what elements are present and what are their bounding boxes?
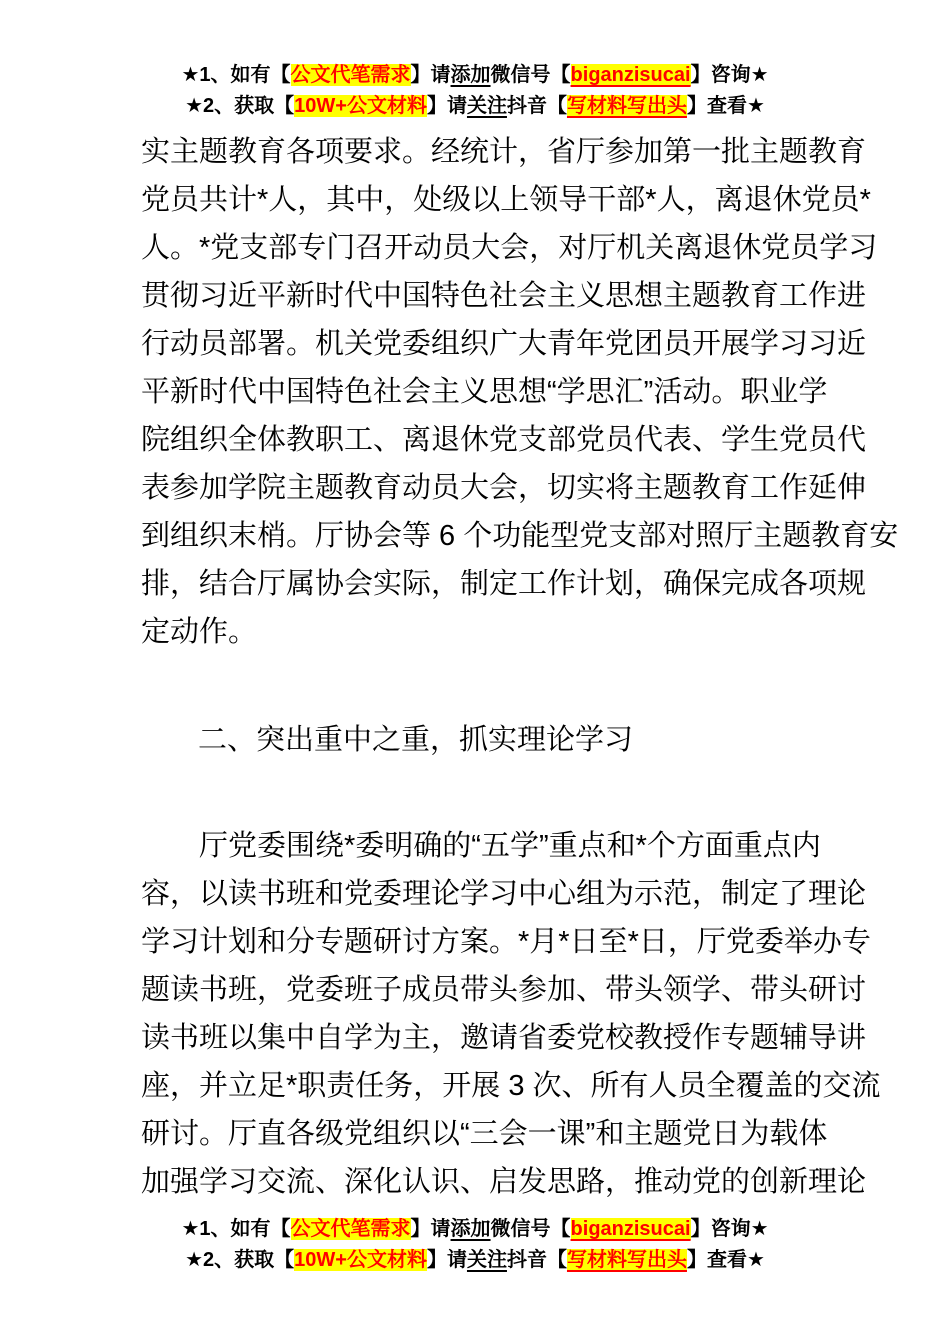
service-keyword-highlight: 公文代笔需求 [290, 1218, 411, 1240]
text-line: 党员共计*人，其中，处级以上领导干部*人，离退休党员* [141, 184, 871, 216]
text-line: 读书班以集中自学为主，邀请省委党校教授作专题辅导讲 [141, 1022, 867, 1054]
add-action-underline: 添加 [450, 1218, 491, 1240]
paragraph-continuation [141, 128, 899, 656]
banner-text: ★2、获取【 [185, 95, 295, 117]
banner-text: ★1、如有【 [181, 1218, 291, 1240]
wechat-id: biganzisucai [570, 1218, 691, 1240]
follow-action-underline: 关注 [466, 95, 507, 117]
banner-line [0, 1245, 950, 1276]
promo-banner-top [0, 60, 950, 122]
banner-text: 微信号【 [490, 64, 571, 86]
text-line: 座，并立足*职责任务，开展 3 次、所有人员全覆盖的交流 [141, 1070, 881, 1102]
text-line: 人。*党支部专门召开动员大会，对厅机关离退休党员学习 [141, 232, 878, 264]
banner-text: 】咨询★ [690, 64, 769, 86]
material-keyword-highlight: 10W+公文材料 [294, 1249, 427, 1271]
text-line: 表参加学院主题教育动员大会，切实将主题教育工作延伸 [141, 472, 867, 504]
text-line: 加强学习交流、深化认识、启发思路，推动党的创新理论 [141, 1166, 867, 1198]
text-line: 到组织末梢。厅协会等 6 个功能型党支部对照厅主题教育安 [141, 520, 899, 552]
promo-banner-bottom [0, 1214, 950, 1276]
wechat-id: biganzisucai [570, 64, 691, 86]
text-line: 定动作。 [141, 616, 258, 648]
banner-text: 】请 [410, 64, 451, 86]
banner-text: 】查看★ [686, 95, 765, 117]
text-line: 排，结合厅属协会实际，制定工作计划，确保完成各项规 [141, 568, 867, 600]
text-line: 学习计划和分专题研讨方案。*月*日至*日，厅党委举办专 [141, 926, 871, 958]
text-line: 实主题教育各项要求。经统计，省厅参加第一批主题教育 [141, 136, 867, 168]
paragraph-theory-study [141, 822, 881, 1206]
banner-text: 】咨询★ [690, 1218, 769, 1240]
text-line: 研讨。厅直各级党组织以“三会一课”和主题党日为载体 [141, 1118, 828, 1150]
add-action-underline: 添加 [450, 64, 491, 86]
text-line: 平新时代中国特色社会主义思想“学思汇”活动。职业学 [141, 376, 828, 408]
follow-action-underline: 关注 [466, 1249, 507, 1271]
text-line: 容，以读书班和党委理论学习中心组为示范，制定了理论 [141, 878, 867, 910]
text-line: 厅党委围绕*委明确的“五学”重点和*个方面重点内 [199, 830, 821, 862]
banner-text: ★1、如有【 [181, 64, 291, 86]
banner-text: 】请 [426, 1249, 467, 1271]
banner-line [0, 91, 950, 122]
banner-text: 】请 [410, 1218, 451, 1240]
material-keyword-highlight: 10W+公文材料 [294, 95, 427, 117]
section-heading: 二、突出重中之重，抓实理论学习 [198, 724, 634, 756]
banner-text: 抖音【 [506, 1249, 567, 1271]
banner-text: ★2、获取【 [185, 1249, 295, 1271]
text-line: 题读书班，党委班子成员带头参加、带头领学、带头研讨 [141, 974, 867, 1006]
banner-line [0, 60, 950, 91]
banner-text: 抖音【 [506, 95, 567, 117]
banner-text: 微信号【 [490, 1218, 571, 1240]
douyin-account-name: 写材料写出头 [566, 1249, 687, 1271]
service-keyword-highlight: 公文代笔需求 [290, 64, 411, 86]
douyin-account-name: 写材料写出头 [566, 95, 687, 117]
banner-line [0, 1214, 950, 1245]
text-line: 贯彻习近平新时代中国特色社会主义思想主题教育工作进 [141, 280, 867, 312]
banner-text: 】查看★ [686, 1249, 765, 1271]
text-line: 行动员部署。机关党委组织广大青年党团员开展学习习近 [141, 328, 867, 360]
banner-text: 】请 [426, 95, 467, 117]
text-line: 院组织全体教职工、离退休党支部党员代表、学生党员代 [141, 424, 867, 456]
